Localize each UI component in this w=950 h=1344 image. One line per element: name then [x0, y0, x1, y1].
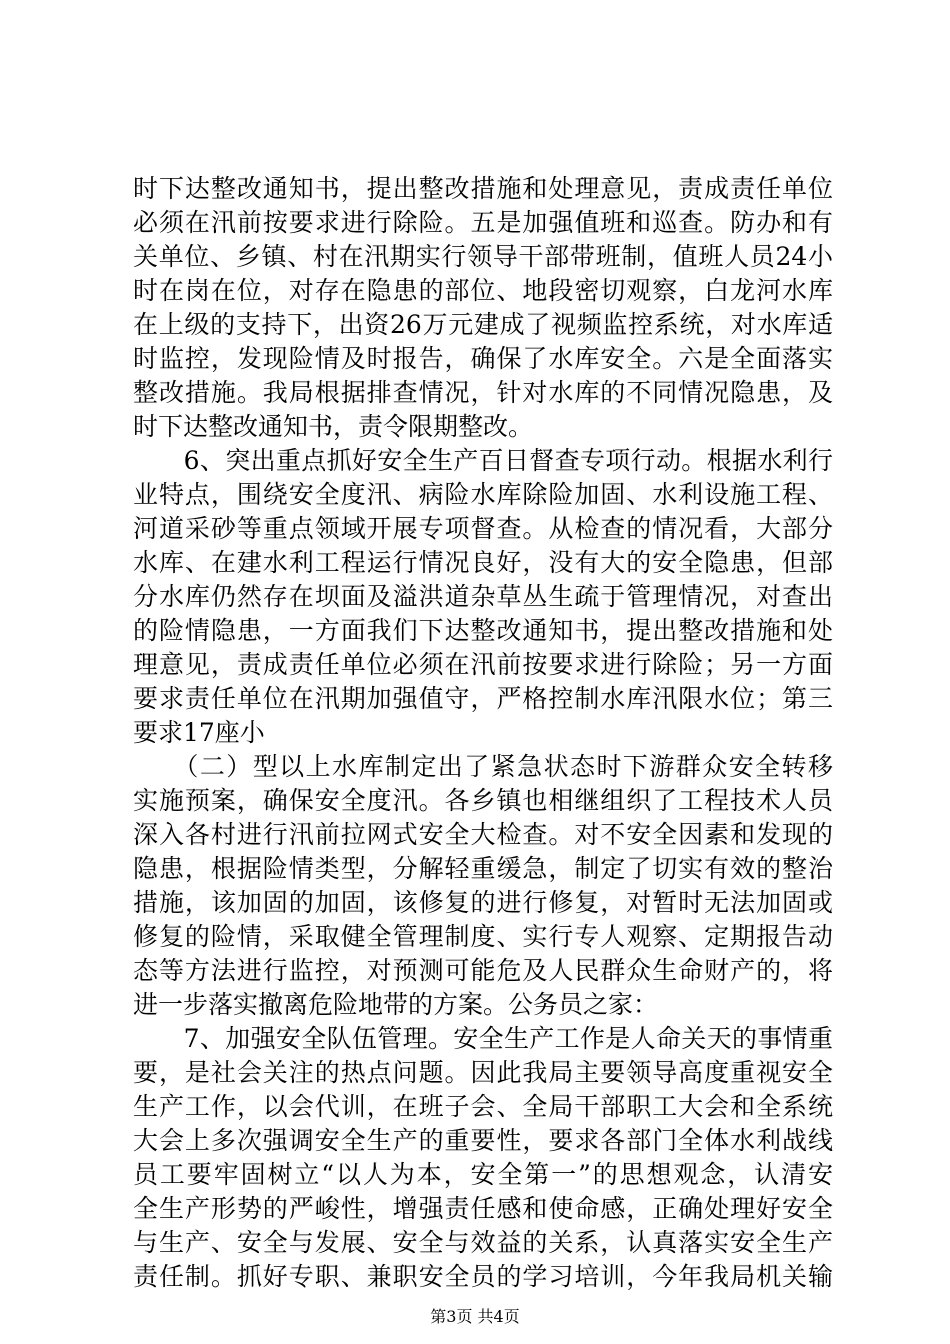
text-line: 分水库仍然存在坝面及溢洪道杂草丛生疏于管理情况，对查出 — [133, 582, 833, 611]
text-line: 水库、在建水利工程运行情况良好，没有大的安全隐患，但部 — [133, 548, 833, 577]
text-line: 员工要牢固树立“以人为本，安全第一”的思想观念，认清安 — [133, 1160, 833, 1189]
text-line: 7、加强安全队伍管理。安全生产工作是人命关天的事情重 — [133, 1024, 833, 1053]
text-line: 责任制。抓好专职、兼职安全员的学习培训，今年我局机关输 — [133, 1262, 833, 1291]
text-line: 时监控，发现险情及时报告，确保了水库安全。六是全面落实 — [133, 344, 833, 373]
text-line: 河道采砂等重点领域开展专项督查。从检查的情况看，大部分 — [133, 514, 833, 543]
text-line: 大会上多次强调安全生产的重要性，要求各部门全体水利战线 — [133, 1126, 833, 1155]
text-line: 的险情隐患，一方面我们下达整改通知书，提出整改措施和处 — [133, 616, 833, 645]
text-line: 业特点，围绕安全度汛、病险水库除险加固、水利设施工程、 — [133, 480, 833, 509]
text-line: 修复的险情，采取健全管理制度、实行专人观察、定期报告动 — [133, 922, 833, 951]
text-line: 进一步落实撤离危险地带的方案。公务员之家： — [133, 990, 659, 1019]
text-line: 全生产形势的严峻性，增强责任感和使命感，正确处理好安全 — [133, 1194, 833, 1223]
text-line: 生产工作，以会代训，在班子会、全局干部职工大会和全系统 — [133, 1092, 833, 1121]
page-footer: 第3页 共4页 — [430, 1307, 520, 1326]
text-line: 措施，该加固的加固，该修复的进行修复，对暂时无法加固或 — [133, 888, 833, 917]
text-line: 隐患，根据险情类型，分解轻重缓急，制定了切实有效的整治 — [133, 854, 833, 883]
text-line: 时下达整改通知书，责令限期整改。 — [133, 412, 534, 441]
text-line: 要求17座小 — [133, 718, 265, 747]
text-line: 必须在汛前按要求进行除险。五是加强值班和巡查。防办和有 — [133, 208, 833, 237]
text-line: 时在岗在位，对存在隐患的部位、地段密切观察，白龙河水库 — [133, 276, 833, 305]
text-line: 深入各村进行汛前拉网式安全大检查。对不安全因素和发现的 — [133, 820, 833, 849]
text-line: 理意见，责成责任单位必须在汛前按要求进行除险；另一方面 — [133, 650, 833, 679]
text-line: 实施预案，确保安全度汛。各乡镇也相继组织了工程技术人员 — [133, 786, 833, 815]
text-line: 要，是社会关注的热点问题。因此我局主要领导高度重视安全 — [133, 1058, 833, 1087]
text-line: 关单位、乡镇、村在汛期实行领导干部带班制，值班人员24小 — [133, 242, 833, 271]
text-line: （二）型以上水库制定出了紧急状态时下游群众安全转移 — [133, 752, 833, 781]
text-line: 在上级的支持下，出资26万元建成了视频监控系统，对水库适 — [133, 310, 833, 339]
text-line: 与生产、安全与发展、安全与效益的关系，认真落实安全生产 — [133, 1228, 833, 1257]
text-line: 时下达整改通知书，提出整改措施和处理意见，责成责任单位 — [133, 174, 833, 203]
text-line: 6、突出重点抓好安全生产百日督查专项行动。根据水利行 — [133, 446, 833, 475]
text-line: 态等方法进行监控，对预测可能危及人民群众生命财产的，将 — [133, 956, 833, 985]
text-line: 整改措施。我局根据排查情况，针对水库的不同情况隐患，及 — [133, 378, 833, 407]
text-line: 要求责任单位在汛期加强值守，严格控制水库汛限水位；第三 — [133, 684, 833, 713]
